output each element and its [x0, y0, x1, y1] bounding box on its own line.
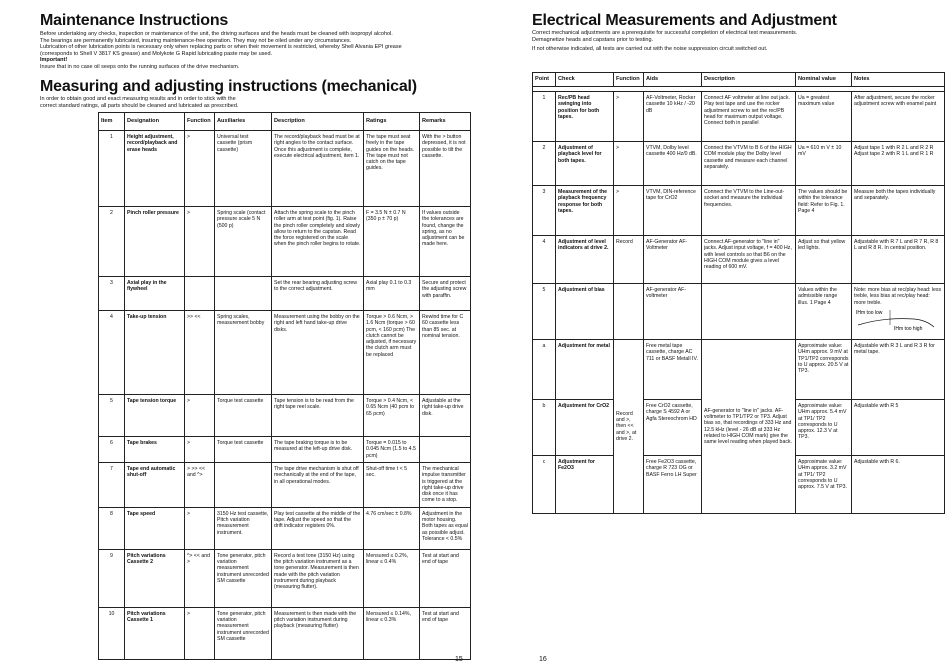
intro-line: Correct mechanical adjustments are a prerequisite for successful completion of electrical test measurements. — [532, 30, 798, 36]
cell-notes: Adjust tape 1 with R 2 L and R 2 R Adjust tape 2 with R 1 L and R 1 R — [852, 142, 945, 186]
cell-ratings: Torque > 0.6 Ncm, > 1.6 Ncm (torque > 60 pcm, < 160 pcm) The clutch cannot be adjusted, if necessary the clutch arm must be replaced — [364, 311, 420, 395]
cell-remarks: Rewind time for C 60 cassette less than 85 sec. at nominal tension. — [420, 311, 471, 395]
cell-aids: Free Fe2O3 cassette, charge R 723 OG or BASF Ferro LH Super — [644, 456, 702, 514]
cell-aux: Spring scale (contact pressure scale 5 N (500 p) — [215, 207, 272, 277]
header-function: Function — [185, 113, 215, 131]
cell-check: Adjustment of bias — [556, 284, 614, 340]
cell-designation: Tape speed — [125, 507, 185, 549]
cell-check: Adjustment for CrO2 — [556, 400, 614, 456]
electrical-table — [532, 72, 945, 514]
cell-notes: Measure both the tapes individually and separately. — [852, 186, 945, 236]
cell-desc: Attach the spring scale to the pinch roller arm at test point (fig. 1). Raise the pinch roller completely and slowly allow to return to the capstan. Read the force registered on the scale when the pinch roller begins to rotate. — [272, 207, 364, 277]
cell-nominal: Ua = greatest maximum value — [796, 92, 852, 142]
table-row — [533, 236, 945, 284]
measuring-intro — [40, 96, 460, 109]
header-point: Point — [533, 73, 556, 87]
cell-desc: Measurement is then made with the pitch variation instrument during playback (measuring flutter) — [272, 607, 364, 659]
notes-text: Note: more bias at rec/play head: less treble, less bias at rec/play head: more treble. — [854, 287, 942, 306]
cell-function: > — [614, 142, 644, 186]
cell-aux: 3150 Hz test cassette, Pitch variation measurement instrument. — [215, 507, 272, 549]
table-row — [99, 463, 471, 508]
important-text: Insure that in no case oil seeps onto the running surfaces of the drive mechanism. — [40, 63, 240, 70]
header-check: Check — [556, 73, 614, 87]
page-number: 15 — [455, 656, 463, 663]
cell-ratings: The tape must seat freely in the tape guides on the heads. The tape must not catch on the tape guides. — [364, 131, 420, 207]
cell-check: Adjustment of playback level for both tapes. — [556, 142, 614, 186]
cell-aux — [215, 463, 272, 508]
cell-check: Adjustment of level indicators at drive 2. — [556, 236, 614, 284]
cell-function — [614, 284, 644, 340]
table-header-row — [99, 113, 471, 131]
cell-desc: Measurement using the bobby on the right and left hand take-up drive disks. — [272, 311, 364, 395]
cell-item: 7 — [99, 463, 125, 508]
cell-desc: The record/playback head must be at right angles to the contact surface. Once this adjustment is complete, execute electrical adjustment, item 1. — [272, 131, 364, 207]
cell-item: 2 — [99, 207, 125, 277]
table-row — [99, 277, 471, 311]
cell-designation: Tape end automatic shut-off — [125, 463, 185, 508]
cell-aux: Spring scales, measurement bobby — [215, 311, 272, 395]
cell-check: Adjustment for metal — [556, 340, 614, 400]
cell-aux: Tone generator, pitch variation measurement instrument unrecorded SM cassette — [215, 607, 272, 659]
cell-function: > — [185, 507, 215, 549]
cell-item: 1 — [99, 131, 125, 207]
cell-ratings: Shut-off time t < 5 sec. — [364, 463, 420, 508]
cell-remarks: Adjustable at the right take-up drive disk. — [420, 395, 471, 437]
cell-remarks: With the > button depressed, it is not possible to tilt the cassette. — [420, 131, 471, 207]
cell-item: 8 — [99, 507, 125, 549]
header-item: Item — [99, 113, 125, 131]
cell-check: Rec/PB head swinging into position for both tapes. — [556, 92, 614, 142]
cell-desc: The tape braking torque is to be measured at the left-up drive disk. — [272, 437, 364, 463]
cell-ratings: Axial play 0.1 to 0.3 mm — [364, 277, 420, 311]
table-row — [533, 340, 945, 400]
cell-remarks: If values outside the tolerances are found, change the spring, as no adjustment can be made here. — [420, 207, 471, 277]
page-number: 16 — [539, 656, 547, 663]
cell-desc: Play test cassette at the middle of the tape. Adjust the speed so that the drift indicator registers 0%. — [272, 507, 364, 549]
cell-aids: AF-Generator AF-Voltmeter — [644, 236, 702, 284]
cell-function: > — [185, 437, 215, 463]
maintenance-intro — [40, 31, 460, 71]
table-row — [99, 311, 471, 395]
header-description: Description — [702, 73, 796, 87]
intro-line: correct standard ratings, all parts should be cleaned and lubricated as prescribed. — [40, 102, 239, 109]
cell-nominal: Approximate value: UHm approx. 5.4 mV at TP1/ TP2 corresponds to U approx. 12.3 V at TP3. — [796, 400, 852, 456]
table-header-row — [533, 73, 945, 87]
cell-desc-merged — [702, 340, 796, 514]
cell-notes: Adjustable with R 6. — [852, 456, 945, 514]
cell-aids: AF-generator AF-voltmeter — [644, 284, 702, 340]
cell-designation: Tape tension torque — [125, 395, 185, 437]
cell-nominal: Approximate value: UHm approx. 9 mV at TP1/TP2 corresponds to U approx. 20.5 V at TP3. — [796, 340, 852, 400]
cell-designation: Pinch roller pressure — [125, 207, 185, 277]
header-nominal: Nominal value — [796, 73, 852, 87]
cell-aux: Tone generator, pitch variation measurement instrument unrecorded SM cassette — [215, 549, 272, 607]
cell-remarks: Adjustment in the motor housing. Both tapes as equal as possible adjust. Tolerance < 0.5% — [420, 507, 471, 549]
cell-notes: Adjustable with R 7 L and R 7 R, R 8 L and R 8 R. In central position. — [852, 236, 945, 284]
cell-desc: Tape tension is to be read from the right tape reel scale. — [272, 395, 364, 437]
cell-item: 4 — [99, 311, 125, 395]
cell-function-merged — [614, 340, 644, 514]
cell-desc: Connect AF-generator to "line in" jacks. Adjust input voltage, f = 400 Hz, with level controls so that B6 on the HIGH COM module gives a level reading of 600 mV. — [702, 236, 796, 284]
header-notes: Notes — [852, 73, 945, 87]
cell-notes: After adjustment, secure the rocker adjustment screw with enamel paint — [852, 92, 945, 142]
intro-line: The bearings are permanently lubricated, insuring maintenance-free operation. They may not be oiled under any circumstances. — [40, 37, 352, 44]
header-aids: Aids — [644, 73, 702, 87]
cell-point: 2 — [533, 142, 556, 186]
cell-remarks: The mechanical impulse transmitter is triggered at the right take-up drive disk once it has come to a stop. — [420, 463, 471, 508]
electrical-title: Electrical Measurements and Adjustment — [532, 12, 837, 29]
cell-nominal: Adjust so that yellow led lights. — [796, 236, 852, 284]
intro-line: If not otherwise indicated, all tests are carried out with the noise suppression circuit switched out. — [532, 46, 768, 53]
mechanical-table — [98, 112, 471, 660]
important-label: Important! — [40, 57, 68, 64]
cell-point: c — [533, 456, 556, 514]
table-row — [99, 437, 471, 463]
cell-notes — [852, 284, 945, 340]
cell-designation: Axial play in the flywheel — [125, 277, 185, 311]
cell-item: 3 — [99, 277, 125, 311]
cell-function: > — [185, 607, 215, 659]
cell-nominal: Approximate value: UHm approx. 3.2 mV at TP1/ TP2 corresponds to U approx. 7.5 V at TP3. — [796, 456, 852, 514]
cell-aids: VTVM, Dolby level cassette 400 Hz/0 dB. — [644, 142, 702, 186]
cell-designation: Take-up tension — [125, 311, 185, 395]
cell-nominal: Values within the admissible range illus. 1 Page 4 — [796, 284, 852, 340]
cell-designation: Height adjustment, record/playback and erase heads — [125, 131, 185, 207]
measuring-title: Measuring and adjusting instructions (mechanical) — [40, 78, 417, 95]
header-ratings: Ratings — [364, 113, 420, 131]
cell-check: Adjustment for Fe2O3 — [556, 456, 614, 514]
header-function: Function — [614, 73, 644, 87]
cell-remarks: Secure and protect the adjusting screw with paraffin. — [420, 277, 471, 311]
table-row — [99, 395, 471, 437]
cell-aids: AF-Voltmeter, Rocker cassette 10 kHz / -20 dB — [644, 92, 702, 142]
cell-item: 5 — [99, 395, 125, 437]
cell-ratings: 4.76 cm/sec ± 0.8% — [364, 507, 420, 549]
cell-desc: Set the rear bearing adjusting screw to the correct adjustment. — [272, 277, 364, 311]
cell-notes: Adjustable with R 5 — [852, 400, 945, 456]
cell-ratings: Torque > 0.4 Ncm, < 0.65 Ncm (40 pcm to 65 pcm) — [364, 395, 420, 437]
cell-aids: VTVM, DIN-reference tape for CrO2 — [644, 186, 702, 236]
cell-function: > >> << and ^> — [185, 463, 215, 508]
cell-item: 9 — [99, 549, 125, 607]
sub-function-text: Record and >, then << and >, at drive 2. — [616, 410, 637, 442]
sub-desc-text: AF-generator to "line in" jacks. AF-voltmeter to TP1/TP2 or TP3. Adjust bias so, that recordings of 333 Hz and 12.5 kHz (level - 26 dB at 333 Hz related to HIGH COM mark) give the same level reading when played back. — [704, 407, 792, 446]
cell-desc: Record a test tone (3150 Hz) using the pitch variation instrument as a tone generator. Measurement is then made with the pitch variation instrument during playback (measuring flutter). — [272, 549, 364, 607]
table-row — [99, 607, 471, 659]
cell-aids: Free CrO2 cassette, charge S 4592 A or Agfa Stereochrom HD — [644, 400, 702, 456]
cell-remarks: Test at start and end of tape — [420, 607, 471, 659]
cell-ratings: Torque = 0.015 to 0.045 Ncm (1.5 to 4.5 pcm) — [364, 437, 420, 463]
header-remarks: Remarks — [420, 113, 471, 131]
cell-function: > — [614, 186, 644, 236]
cell-designation: Pitch variations Cassette 1 — [125, 607, 185, 659]
table-row — [533, 142, 945, 186]
cell-ratings: Mensured ≤ 0.2%, linear ≤ 0.4% — [364, 549, 420, 607]
cell-check: Measurement of the playback frequency response for both tapes. — [556, 186, 614, 236]
cell-desc: The tape drive mechanism is shut off mechanically at the end of the tape, in all operational modes. — [272, 463, 364, 508]
cell-item: 6 — [99, 437, 125, 463]
cell-function: Record — [614, 236, 644, 284]
bias-curve-diagram — [854, 307, 940, 333]
table-row — [99, 131, 471, 207]
cell-desc — [702, 284, 796, 340]
cell-function: >> << — [185, 311, 215, 395]
cell-desc: Connect the VTVM to the Line-out-socket and measure the individual frequencies. — [702, 186, 796, 236]
table-row — [533, 186, 945, 236]
table-row — [99, 549, 471, 607]
cell-designation: Tape brakes — [125, 437, 185, 463]
cell-point: 5 — [533, 284, 556, 340]
table-row — [533, 284, 945, 340]
cell-ratings: Mensured ≤ 0.14%, linear ≤ 0.3% — [364, 607, 420, 659]
cell-item: 10 — [99, 607, 125, 659]
intro-line: Lubrication of other lubrication points is necessary only when replacing parts or when their movement is restricted, whereby Shell Alvania EPI grease — [40, 44, 402, 51]
cell-function: > — [185, 131, 215, 207]
cell-function: > — [185, 395, 215, 437]
cell-function: ^> << and > — [185, 549, 215, 607]
intro-line: Demagnetize heads and capstans prior to testing. — [532, 36, 654, 43]
cell-function — [185, 277, 215, 311]
header-description: Description — [272, 113, 364, 131]
cell-aux: Torque test cassette — [215, 395, 272, 437]
cell-remarks — [420, 437, 471, 463]
cell-function: > — [614, 92, 644, 142]
cell-point: 3 — [533, 186, 556, 236]
cell-remarks: Test at start and end of tape — [420, 549, 471, 607]
header-designation: Designation — [125, 113, 185, 131]
cell-desc: Connect the VTVM to B 6 of the HIGH COM module play the Dolby level cassette and measure each channel separately. — [702, 142, 796, 186]
cell-point: 1 — [533, 92, 556, 142]
cell-point: b — [533, 400, 556, 456]
cell-point: a — [533, 340, 556, 400]
table-row — [99, 507, 471, 549]
table-row — [99, 207, 471, 277]
cell-function: > — [185, 207, 215, 277]
cell-notes: Adjustable with R 3 L and R 3 R for metal tape. — [852, 340, 945, 400]
cell-designation: Pitch variations Cassette 2 — [125, 549, 185, 607]
cell-ratings: F = 3.5 N ± 0.7 N (350 p ± 70 p) — [364, 207, 420, 277]
right-page — [475, 0, 950, 672]
intro-line: Before undertaking any checks, inspection or maintenance of the unit, the driving surfaces and the heads must be cleaned with isopropyl alcohol. — [40, 31, 393, 37]
bias-high-label: IHm too high — [894, 325, 923, 332]
cell-aux: Universal test cassette (prism cassette) — [215, 131, 272, 207]
intro-line: (corresponds to Shell V 3817 KS grease) and Molykote G Rapid lubricating paste may be used. — [40, 50, 273, 57]
cell-desc: Connect AF voltmeter at line out jack. Play test tape and use the rocker adjustment screw to set the rec/PB head for maximum output voltage. Connect both in parallel — [702, 92, 796, 142]
table-row — [533, 92, 945, 142]
bias-low-label: IHm too low — [856, 309, 883, 316]
cell-nominal: Ua = 610 m V ± 10 mV — [796, 142, 852, 186]
cell-aids: Free metal tape cassette, charge AC 711 or BASF Metall IV. — [644, 340, 702, 400]
cell-aux: Torque test cassette — [215, 437, 272, 463]
cell-point: 4 — [533, 236, 556, 284]
cell-aux — [215, 277, 272, 311]
intro-line: In order to obtain good and exact measuring results and in order to stick with the — [40, 96, 236, 102]
cell-nominal: The values should be within the tolerance field: Refer to Fig. 1. Page 4 — [796, 186, 852, 236]
maintenance-title: Maintenance Instructions — [40, 12, 229, 29]
electrical-intro — [532, 30, 942, 53]
header-auxiliaries: Auxiliaries — [215, 113, 272, 131]
